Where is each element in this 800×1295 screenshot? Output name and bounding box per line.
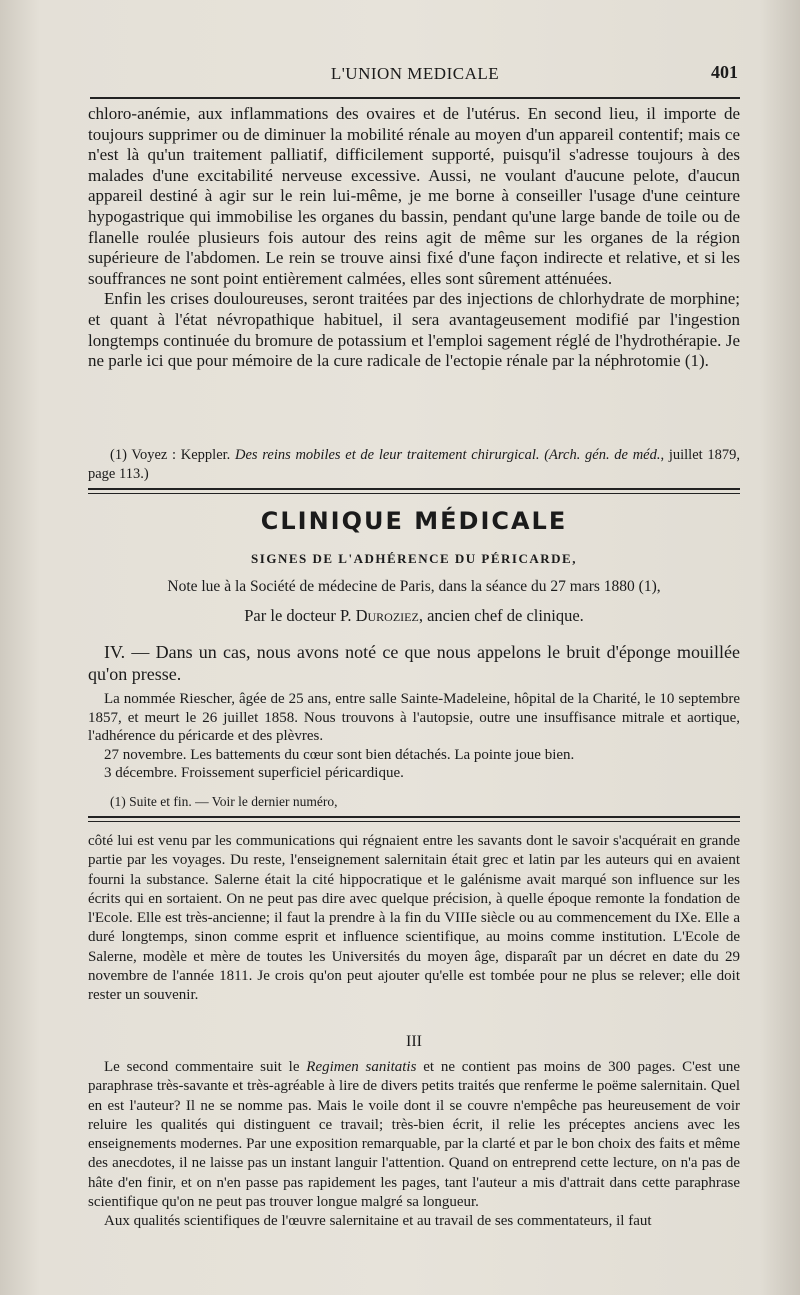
section-number: III (406, 1033, 422, 1050)
footnote-keppler-text (88, 446, 740, 484)
paragraph-treatment: chloro-anémie, aux inflammations des ovaires et de l'utérus. En second lieu, il importe de toujours supprimer ou de diminuer la mobilité rénale au moyen d'un appareil contentif; mais ce n'est là qu'un traitement palliatif, difficilement supporté, puisqu'il s'adresse toujours à des malades d'une excitabilité nerveuse excessive. Aussi, ne voulant d'aucune pelote, d'aucun appareil destiné à agir sur le rein lui-même, je me borne à conseiller l'usage d'une ceinture hypogastrique qui immobilise les organes du bassin, pendant qu'une large bande de toile ou de flanelle roulée plusieurs fois autour des reins agit de même sur les organes de la région supérieure de l'abdomen. Le rein se trouve ainsi fixé d'une façon indirecte et relative, et si les souffrances ne sont point entièrement calmées, elles sont sûrement atténuées. (88, 104, 740, 288)
feuilleton-paragraph-2 (88, 1058, 740, 1212)
page-header (90, 58, 740, 90)
feuilleton-paragraph-1: côté lui est venu par les communications qui régnaient entre les savants dont le savoir s'acquérait en grande partie par les voyages. Du reste, l'enseignement salernitain était grec et latin par les auteurs qui en avaient fourni la substance. Salerne était la cité hippocratique et le galénisme avait marqué son influence sur les écrits qui en sortaient. On ne peut pas dire avec quelque précision, à quelle époque remonte la fondation de l'Ecole. Elle est très-ancienne; il faut la prendre à la fin du VIIIe siècle ou au commencement du IXe. Elle a duré longtemps, sinon comme esprit et influence scientifique, au moins comme institution. L'Ecole de Salerne, modèle et mère de toutes les Universités du moyen âge, disparaît par un décret en date du 29 novembre de l'année 1811. Je crois qu'on peut ajouter qu'elle est tombée pour ne plus se relever; elle doit rester un souvenir. (88, 833, 740, 1004)
author-prefix: Par le docteur P. (244, 606, 356, 625)
p2-italic-title: Regimen sanitatis (306, 1059, 417, 1075)
footnote-title: Des reins mobiles et de leur traitement chirurgical. (Arch. gén. de méd. (235, 447, 661, 463)
p2-prefix: Le second commentaire suit le (104, 1059, 307, 1075)
section-footnote (88, 792, 740, 811)
feuilleton-last-line: Aux qualités scientifiques de l'œuvre salernitaine et au travail de ses commentateurs, il faut (104, 1213, 652, 1230)
paragraph-crises: Enfin les crises douloureuses, seront traitées par des injections de chlorhydrate de morphine; et quant à l'état névropathique habituel, il sera avantageusement modifié par l'ingestion longtemps continuée du bromure de potassium et l'emploi sagement réglé de l'hydrothérapie. Je ne parle ici que pour mémoire de la cure radicale de l'ectopie rénale par la néphrotomie (1). (88, 289, 740, 371)
article-subtitle: SIGNES DE L'ADHÉRENCE DU PÉRICARDE, (251, 551, 577, 566)
feuilleton (88, 832, 740, 1006)
author-line (88, 606, 740, 626)
feuilleton-part-3 (88, 1058, 740, 1232)
running-title: L'UNION MEDICALE (330, 64, 500, 83)
note-line: Note lue à la Société de médecine de Paris, dans la séance du 27 mars 1880 (1), (167, 578, 661, 595)
section-rule-top (88, 488, 740, 490)
section-footnote-text: (1) Suite et fin. — Voir le dernier numéro, (110, 794, 338, 809)
observation-2: 3 décembre. Froissement superficiel péricardique. (104, 765, 404, 781)
heading-paragraph: IV. — Dans un cas, nous avons noté ce que nous appelons le bruit d'éponge mouillée qu'on presse. (88, 642, 740, 684)
case-paragraph: La nommée Riescher, âgée de 25 ans, entre salle Sainte-Madeleine, hôpital de la Charité, le 10 septembre 1857, et meurt le 26 juillet 1858. Nous trouvons à l'autopsie, outre une insuffisance mitrale et aortique, l'adhérence du péricarde et des plèvres. (88, 691, 740, 744)
observation-1: 27 novembre. Les battements du cœur sont bien détachés. La pointe joue bien. (104, 746, 575, 763)
clinical-case (88, 641, 740, 783)
section-rule-top-thin (88, 493, 740, 494)
footnote-prefix: (1) Voyez : Keppler. (110, 447, 236, 463)
feuilleton-rule (88, 816, 740, 818)
feuilleton-rule-thin (88, 821, 740, 822)
page-number: 401 (711, 62, 738, 82)
section-title: CLINIQUE MÉDICALE (260, 507, 568, 535)
author-suffix: , ancien chef de clinique. (418, 606, 584, 625)
footnote-keppler (88, 446, 740, 484)
p2-suffix: et ne contient pas moins de 300 pages. C'est une paraphrase très-savante et très-agréable à lire de divers petits traités que renferme le poëme salernitain. Quel en est l'auteur? Il ne se nomme pas. Mais le voile dont il se couvre n'empêche pas heureusement de voir reluire les qualités qui distinguent ce travail; très-bien écrit, il relie les préceptes anciens avec les enseignements modernes. Par une exposition remarquable, par la clarté et par le bon choix des faits et même des anecdotes, il ne laisse pas un instant languir l'attention. Quand on entreprend cette lecture, on n'a pas de hâte d'en finir, et on n'en passe pas rapidement les pages, tant l'auteur a mis d'attrait dans cette paraphrase scientifique qu'on ne peut pas trouver longue malgré sa longueur. (88, 1059, 740, 1211)
author-name: Duroziez (355, 606, 419, 625)
continuation-article (88, 104, 740, 372)
footnote-suffix: , juillet 1879, page 113.) (88, 447, 740, 482)
header-rule (90, 97, 740, 99)
